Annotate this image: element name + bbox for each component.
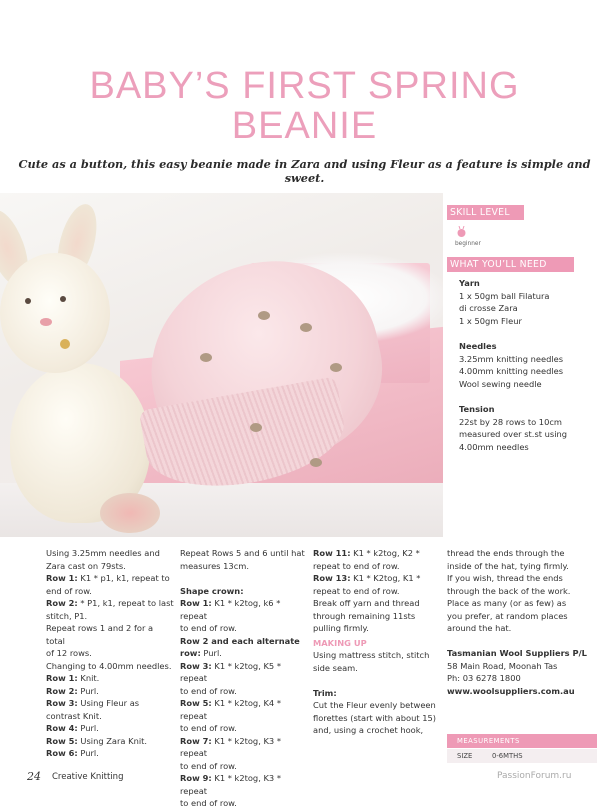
instruction-bold: Row 2 and each alternate: [180, 635, 300, 646]
spacer: [447, 635, 597, 648]
fleur-florette: [200, 353, 212, 362]
instruction-line: [46, 722, 174, 735]
instruction-bold: www.woolsuppliers.com.au: [447, 685, 575, 696]
instruction-text: K1 * k2tog, k6 * repeat: [180, 598, 281, 621]
instruction-bold: Trim:: [313, 687, 337, 698]
instruction-line: [46, 685, 174, 698]
instruction-text: K1 * k2tog, K5 * repeat: [180, 660, 281, 683]
beginner-yarn-icon: [457, 226, 466, 238]
instruction-text: end of row.: [46, 585, 92, 596]
tension-line: measured over st.st using: [459, 429, 568, 439]
tension-line: 4.00mm needles: [459, 441, 529, 452]
instruction-text: K1 * K2tog, K1 *: [350, 573, 421, 583]
instruction-text: you prefer, at random places: [447, 610, 568, 621]
bunny-bell: [60, 339, 70, 349]
measurements-header: MEASUREMENTS: [447, 734, 597, 748]
instruction-line: [180, 635, 305, 648]
skill-level-label: beginner: [455, 241, 481, 247]
instruction-text: Place as many (or as few) as: [447, 598, 567, 608]
instruction-text: Purl.: [77, 685, 99, 696]
yarn-line: di crosse Zara: [459, 303, 518, 313]
instruction-bold: Row 11:: [313, 548, 351, 558]
instruction-line: [447, 610, 597, 623]
spacer: [313, 674, 441, 687]
instructions-column-2: [180, 547, 305, 810]
tension-line: 22st by 28 rows to 10cm: [459, 416, 562, 427]
instruction-line: [313, 572, 441, 585]
instruction-line: [447, 597, 597, 610]
title-line-1: BABY’S FIRST SPRING: [89, 65, 520, 107]
instructions-column-1: [46, 547, 174, 760]
instruction-text: Purl.: [77, 723, 99, 733]
instruction-line: [447, 685, 597, 698]
instructions-column-4: [447, 547, 597, 697]
size-label: SIZE: [457, 752, 473, 760]
page-number: 24: [27, 770, 41, 783]
instruction-line: [46, 735, 174, 748]
instruction-text: to end of row.: [180, 685, 237, 696]
instruction-line: [180, 647, 305, 660]
what-you-need-header: WHAT YOU’LL NEED: [447, 257, 574, 272]
instruction-line: [180, 560, 305, 573]
instruction-text: Repeat rows 1 and 2 for a total: [46, 623, 154, 646]
instruction-line: [180, 685, 305, 698]
instruction-text: thread the ends through the: [447, 548, 565, 558]
instruction-text: Purl.: [77, 748, 99, 758]
instruction-text: K1 * k2tog, K2 *: [350, 548, 420, 558]
instruction-bold: Row 1:: [46, 573, 78, 583]
yarn-section: [459, 277, 604, 327]
instruction-bold: Row 1:: [46, 673, 78, 683]
spacer: [180, 572, 305, 585]
instruction-text: through the back of the work.: [447, 585, 571, 596]
instruction-bold: Row 3:: [180, 660, 212, 671]
needles-heading: Needles: [459, 341, 497, 351]
needles-line: 3.25mm knitting needles: [459, 353, 564, 364]
instruction-text: Knit.: [77, 673, 100, 683]
instruction-bold: Row 5:: [180, 698, 212, 708]
skill-level-header: SKILL LEVEL: [447, 205, 524, 220]
instruction-text: Changing to 4.00mm needles.: [46, 660, 172, 671]
instruction-line: [447, 622, 597, 635]
instruction-text: K1 * k2tog, K4 * repeat: [180, 698, 281, 721]
instruction-line: [46, 547, 174, 560]
instruction-line: [46, 647, 174, 660]
instruction-bold: Row 5:: [46, 735, 78, 746]
instruction-line: [180, 772, 305, 797]
instruction-bold: Row 1:: [180, 598, 212, 608]
instruction-line: [447, 647, 597, 660]
instruction-text: K1 * k2tog, K3 * repeat: [180, 735, 281, 758]
subtitle: Cute as a button, this easy beanie made in Zara and using Fleur as a feature is simple and sweet.: [18, 157, 591, 185]
instruction-text: * P1, k1, repeat to last: [77, 598, 174, 608]
instruction-text: Using Fleur as: [77, 698, 140, 708]
beanie-photo: [0, 193, 443, 537]
instruction-text: contrast Knit.: [46, 710, 102, 721]
instruction-text: around the hat.: [447, 623, 512, 633]
instruction-text: to end of row.: [180, 760, 237, 771]
instruction-text: K1 * p1, k1, repeat to: [77, 573, 170, 583]
instruction-text: Break off yarn and thread: [313, 598, 420, 608]
instruction-line: [313, 560, 441, 573]
watermark: PassionForum.ru: [497, 771, 572, 781]
instruction-line: [313, 699, 441, 712]
instruction-line: [313, 622, 441, 635]
instruction-text: Using mattress stitch, stitch: [313, 650, 430, 660]
instruction-text: Zara cast on 79sts.: [46, 560, 126, 571]
instruction-bold: Row 6:: [46, 748, 78, 758]
instruction-text: of 12 rows.: [46, 648, 92, 658]
instruction-text: Repeat Rows 5 and 6 until hat: [180, 548, 305, 558]
instruction-line: [46, 747, 174, 760]
fleur-florette: [258, 311, 270, 320]
instruction-line: [313, 712, 441, 725]
instruction-text: repeat to end of row.: [313, 585, 400, 596]
instruction-line: [180, 722, 305, 735]
instruction-line: [46, 585, 174, 598]
instruction-line: [447, 547, 597, 560]
instruction-line: [46, 672, 174, 685]
instruction-bold: Shape crown:: [180, 585, 244, 596]
instruction-line: [313, 610, 441, 623]
instruction-text: and, using a crochet hook,: [313, 725, 424, 735]
instruction-line: [313, 662, 441, 675]
instruction-bold: Row 2:: [46, 598, 78, 608]
instruction-bold: Row 2:: [46, 685, 78, 696]
instruction-text: to end of row.: [180, 723, 237, 733]
instruction-line: [180, 547, 305, 560]
instruction-line: [180, 597, 305, 622]
instruction-line: [447, 572, 597, 585]
materials-list: [459, 277, 604, 466]
size-value: 0-6MTHS: [492, 752, 523, 760]
needles-section: [459, 340, 604, 390]
instruction-line: [313, 597, 441, 610]
instruction-line: [180, 735, 305, 760]
instruction-line: [447, 672, 597, 685]
instruction-line: [46, 560, 174, 573]
bunny-eye-right: [60, 296, 66, 302]
instruction-line: [447, 660, 597, 673]
instruction-text: 58 Main Road, Moonah Tas: [447, 660, 558, 671]
instruction-line: [313, 649, 441, 662]
tension-section: [459, 403, 604, 453]
instruction-text: to end of row.: [180, 798, 237, 808]
instruction-text: side seam.: [313, 662, 358, 673]
instruction-text: stitch, P1.: [46, 610, 88, 621]
page-title: [0, 66, 609, 146]
yarn-line: 1 x 50gm ball Filatura: [459, 290, 550, 301]
instruction-bold: Row 13:: [313, 573, 351, 583]
instruction-line: [447, 585, 597, 598]
instruction-line: [313, 585, 441, 598]
bunny-eye-left: [25, 298, 31, 304]
instruction-bold: Row 9:: [180, 773, 212, 783]
instruction-bold: Row 3:: [46, 698, 78, 708]
instruction-text: repeat to end of row.: [313, 560, 400, 571]
instruction-text: inside of the hat, tying firmly.: [447, 560, 569, 571]
yarn-line: 1 x 50gm Fleur: [459, 315, 522, 326]
fleur-florette: [310, 458, 322, 467]
bunny-toy-head: [0, 253, 110, 373]
instruction-line: [313, 724, 441, 737]
instruction-bold: Row 7:: [180, 735, 212, 746]
instruction-line: [447, 560, 597, 573]
instruction-line: [180, 697, 305, 722]
instruction-text: pulling firmly.: [313, 623, 369, 633]
instruction-line: [46, 597, 174, 610]
section-heading: MAKING UP: [313, 637, 367, 648]
needles-line: 4.00mm knitting needles: [459, 366, 564, 376]
instruction-line: [46, 710, 174, 723]
instruction-bold: row:: [180, 648, 201, 658]
instruction-text: Ph: 03 6278 1800: [447, 673, 521, 683]
bunny-nose: [40, 318, 52, 326]
instruction-bold: Row 4:: [46, 723, 78, 733]
instruction-line: [313, 687, 441, 700]
instruction-text: Purl.: [200, 648, 222, 658]
magazine-name: Creative Knitting: [52, 772, 124, 782]
instruction-text: measures 13cm.: [180, 560, 249, 571]
instructions-column-3: [313, 547, 441, 737]
instruction-line: [46, 660, 174, 673]
instruction-bold: Tasmanian Wool Suppliers P/L: [447, 648, 587, 658]
instruction-line: [46, 572, 174, 585]
instruction-text: Cut the Fleur evenly between: [313, 700, 436, 710]
tension-heading: Tension: [459, 404, 495, 414]
instruction-line: [313, 547, 441, 560]
bunny-paw: [100, 493, 160, 533]
instruction-text: florettes (start with about 15): [313, 712, 437, 723]
instruction-line: [46, 610, 174, 623]
instruction-text: through remaining 11sts: [313, 610, 416, 621]
instruction-text: Using 3.25mm needles and: [46, 548, 160, 558]
instruction-line: [180, 797, 305, 810]
instruction-text: to end of row.: [180, 623, 237, 633]
fleur-florette: [330, 363, 342, 372]
title-line-2: BEANIE: [231, 105, 378, 147]
fleur-florette: [300, 323, 312, 332]
instruction-line: [46, 697, 174, 710]
instruction-line: [180, 760, 305, 773]
needles-line: Wool sewing needle: [459, 378, 542, 389]
yarn-heading: Yarn: [459, 278, 480, 288]
instruction-line: [180, 585, 305, 598]
instruction-text: If you wish, thread the ends: [447, 573, 563, 583]
instruction-line: [180, 660, 305, 685]
instruction-text: K1 * k2tog, K3 * repeat: [180, 773, 281, 796]
instruction-text: Using Zara Knit.: [77, 735, 148, 746]
instruction-line: [180, 622, 305, 635]
measurements-row: [447, 749, 597, 763]
instruction-line: [46, 622, 174, 647]
fleur-florette: [250, 423, 262, 432]
